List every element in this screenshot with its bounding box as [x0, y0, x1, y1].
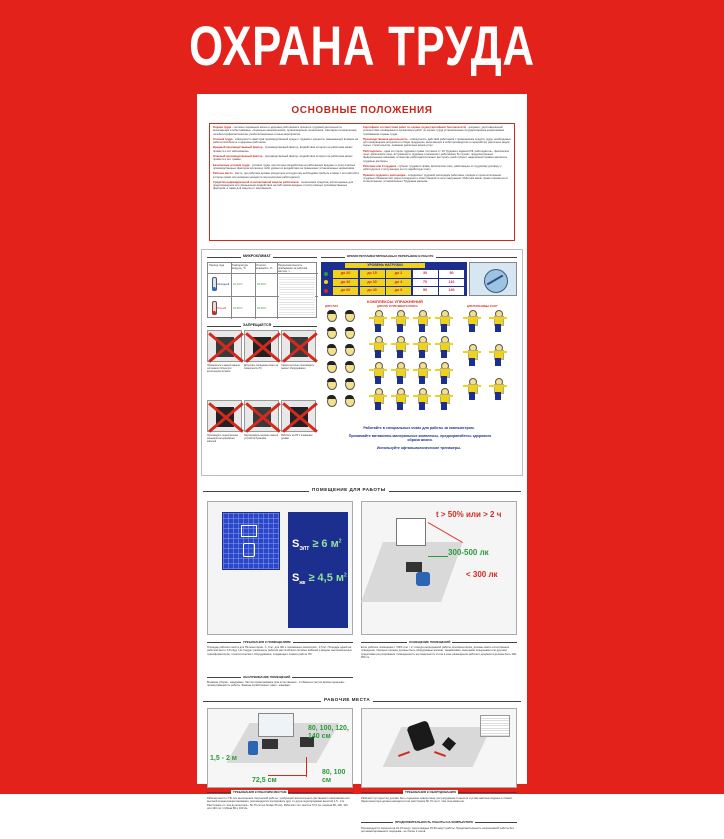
exercise-person-icon [413, 336, 431, 358]
break-times-cell: до 60 [333, 287, 358, 295]
definition-term: Охрана труда [213, 126, 232, 129]
level-icon [324, 272, 328, 276]
break-times-cell: до 4 [386, 279, 411, 287]
definition-text: - документ, удостоверяющий соответствие проводимых в организации работ по охране труда установленным государственным нормативным требованиям охраны труда. [363, 126, 504, 136]
right-definition [363, 150, 511, 163]
left-definition [213, 172, 359, 179]
forbidden-item [207, 330, 242, 398]
definition-text: - условия труда, при которых воздействие на работающих вредных и (или) опасных производственных факторов исключено либо уровни их воздействия не превышают установленных нормативов. [213, 163, 356, 170]
warm-humidity: 40-60% [257, 307, 266, 310]
poster-title: ОХРАНА ТРУДА [189, 14, 535, 77]
break-times-table [321, 262, 467, 296]
advice-line-1: Работайте в специальных очках для работы за компьютером. [363, 426, 475, 430]
left-definition [213, 146, 359, 153]
exercise-person-icon [343, 344, 355, 356]
definition-term: Работодатель [363, 149, 382, 153]
forbidden-picture [244, 330, 279, 362]
forbidden-heading: ЗАПРЕЩАЕТСЯ [243, 323, 272, 327]
advice-line-3: Используйте офтальмологические тренажеры. [376, 446, 462, 450]
forbidden-item [244, 400, 279, 468]
workplace-req-text: Рабочее место с ПК при выполнении творческой работы, требующей значительного умственного напряжения или высокой концентрации внимания, рекомендуется изолировать друг от друга перегородками высотой 1,5 - 2 м. Расстояние от глаз до монитора - 60-70 см (не ближе 50 см). Рабочий стол: высота 72,5 см; ширина 80, 100, 120 или 140 см; глубина 80 и 100 см. [207, 797, 350, 810]
main-right-column [363, 126, 511, 238]
break-times-cell: до 40 [333, 279, 358, 287]
break-times-picture [469, 262, 517, 296]
break-times-cell: до 30 [360, 279, 385, 287]
exercise-person-icon [463, 378, 481, 400]
definition-term: Вредный производственный фактор [213, 146, 263, 150]
exercise-person-icon [369, 336, 387, 358]
exercise-person-icon [489, 378, 507, 400]
area-elt: $S_{ЭЛТ} \ge 6$ $м^2$ [292, 538, 342, 553]
break-times-heading: ВРЕМЯ РЕГЛАМЕНТИРОВАННЫХ ПЕРЕРЫВОВ В РАБОТЕ [347, 254, 434, 258]
workplace-picture [207, 708, 353, 788]
exercise-person-icon [325, 327, 337, 339]
forbidden-item [207, 400, 242, 468]
room-light-text: Если рабочее помещение t >50% или > 2 ч всегда непрерывной работы за компьютером, должны иметь естественное освещение. Оконные проемы должны быть оборудованы жалюзи, занавесками, внешними козырьками или другими средствами регулирования. Освещенность на поверхности стола в зоне размещения рабочего документа должна быть 300-500 лк. [361, 646, 517, 659]
warm-period-label: Теплый [217, 307, 227, 310]
exercise-person-icon [343, 395, 355, 407]
definition-text: - совокупность действий работников с применением средств труда, необходимых для превращения ресурсов в готовую продукцию, включающих в себя производство и переработку различных видов сырья, строительство, оказание различных видов услуг. [363, 137, 511, 148]
break-times-cell: до 2 [386, 270, 411, 278]
forbidden-caption: Загромождать верхние панели устройств бумагами [244, 434, 279, 440]
exercise-person-icon [391, 310, 409, 332]
microclimate-heading: МИКРОКЛИМАТ [243, 254, 271, 258]
exercise-person-icon [391, 362, 409, 384]
exercises-eyes-label: ДЛЯ ГЛАЗ [325, 305, 338, 308]
room-plan-picture [207, 501, 353, 635]
exercise-person-icon [369, 362, 387, 384]
exercise-person-icon [369, 310, 387, 332]
definition-term: Рабочее место [213, 172, 233, 176]
load-level-label: УРОВЕНЬ НАГРУЗКИ [345, 263, 425, 268]
definition-text: - совокупность факторов производственной среды и трудового процесса, оказывающих влияние на работоспособность и здоровье работника. [213, 137, 358, 145]
left-definition [213, 126, 359, 136]
exercise-person-icon [325, 378, 337, 390]
break-times-cell: до 6 [386, 287, 411, 295]
left-definition [213, 181, 359, 191]
left-definition [213, 155, 359, 162]
exercise-person-icon [413, 388, 431, 410]
lux-range-good: 300-500 лк [448, 548, 489, 557]
definition-term: Работник или Сотрудник [363, 164, 397, 168]
break-times-cell: 70 [413, 279, 438, 287]
duration-text: Рекомендуется перерыв на 10-15 минут через каждые 45-60 минут работы. Продолжительность непрерывной работы без регламентированного перерыва - не более 2 часов. [361, 827, 514, 834]
exercise-person-icon [489, 344, 507, 366]
break-times-cell: 110 [439, 279, 464, 287]
exercise-person-icon [391, 388, 409, 410]
room-heading: ПОМЕЩЕНИЕ ДЛЯ РАБОТЫ [309, 487, 389, 492]
forbidden-caption: Работать на ПК с влажными руками [281, 434, 313, 440]
break-times-cell: 140 [439, 287, 464, 295]
forbidden-item [244, 330, 279, 398]
left-definition [213, 164, 359, 171]
microclimate-col-temp: Температура воздуха, °С [232, 264, 248, 271]
main-left-column [213, 126, 359, 238]
exercise-person-icon [463, 310, 481, 332]
exercises-back-label: ДЛЯ ПОЯСНИЦЫ И НОГ [467, 305, 498, 308]
room-req-heading: ТРЕБОВАНИЯ К ПОМЕЩЕНИЯМ [243, 640, 291, 644]
forbidden-picture [281, 400, 316, 432]
exercise-person-icon [391, 336, 409, 358]
break-times-row [321, 287, 467, 295]
wp-dim-height: 72,5 см [252, 777, 277, 784]
warm-temp: 23-25°С [233, 307, 243, 310]
room-clean-text: Влажная уборка - ежедневно. Частое проветривание (как естественное - 2 обмена в час) во время перерыва - проветриваемость работы. Замена отработанных ламп - ежекварт. [207, 681, 346, 688]
exercise-person-icon [325, 361, 337, 373]
microclimate-col-period: Период года [209, 264, 225, 267]
right-definition [363, 138, 511, 148]
definition-text: - производственный фактор, воздействие которого на работника может привести к его травме. [213, 155, 353, 162]
main-section-heading: ОСНОВНЫЕ ПОЛОЖЕНИЯ [291, 105, 433, 116]
exercise-person-icon [325, 395, 337, 407]
exercise-person-icon [343, 378, 355, 390]
definition-text: - определяют трудовой распорядок работника, порядок и сроки исполнения трудовых обязанностей, меры поощрения и ответственности за их нарушение. Работник имеет право отказаться от их выполнения, установленного Трудовым законом. [363, 173, 509, 184]
exercise-person-icon [343, 310, 355, 322]
break-times-row [321, 270, 467, 278]
definition-term: Сертификат соответствия работ по охране труда (сертификат безопасности) [363, 126, 467, 129]
lux-range-low: < 300 лк [466, 570, 498, 579]
workplace-req-heading: ТРЕБОВАНИЯ К РАБОЧИМ МЕСТАМ [233, 790, 287, 794]
definition-term: Производственная деятельность [363, 137, 408, 141]
right-definition [363, 126, 511, 136]
area-lcd: $S_{жк} \ge 4,5$ $м^2$ [292, 572, 347, 587]
break-times-row [321, 279, 467, 287]
exercise-person-icon [343, 361, 355, 373]
glare-value: t > 50% или > 2 ч [436, 510, 502, 519]
wp-dim-partition: 1,5 - 2 м [210, 755, 237, 762]
definition-term: Правила трудового распорядка [363, 173, 406, 177]
forbidden-item [281, 400, 316, 468]
exercise-person-icon [343, 327, 355, 339]
level-icon [324, 289, 328, 293]
exercise-person-icon [325, 344, 337, 356]
exercises-hands-label: ДЛЯ РУК И ПЛЕЧЕВОГО ПОЯСА [377, 305, 418, 308]
duration-heading: ПРОДОЛЖИТЕЛЬНОСТЬ РАБОТЫ НА КОМПЬЮТЕРЕ [395, 820, 474, 824]
exercise-person-icon [325, 310, 337, 322]
definition-term: Условия труда [213, 137, 233, 141]
right-definition [363, 165, 511, 172]
definition-text: - одна из сторон трудового права. Согласно ст. 20 Трудового кодекса РФ, работодатель - физическое лицо, физическое лицо, вступившее в трудовые отношения с работником. В случаях, предусмотренных федеральными законами, в качестве работодателя может выступать иной субъект, наделенный правом заключать трудовые договоры. [363, 149, 510, 163]
room-req-text: Площадь рабочего места для ПК-мониторов - 1, 6 м², для ЖК и плазменных мониторов - 4,5 м². Площадь одной на рабочем месте 4-8 обуд. Не следует размещать рабочие места вблизи силовых кабелей и вводов, высоковольтных трансформаторов, технологического оборудования, создающего помехи работе ПК. [207, 646, 352, 656]
break-times-cell: 50 [439, 270, 464, 278]
definition-text: - система сохранения жизни и здоровья работников в процессе трудовой деятельности, включающая в себя правовые, социально-экономические, организационно-технические, санитарно-гигиенические, лечебно-профилактические, реабилитационные и иные мероприятия. [213, 126, 358, 136]
exercise-person-icon [489, 310, 507, 332]
cold-temp: 22-24°С [233, 283, 243, 286]
room-floor-grid [222, 512, 280, 570]
microclimate-col-duration: Продолжительность пребывания за рабочим местом, ч [278, 264, 308, 274]
exercise-person-icon [369, 388, 387, 410]
forbidden-grid [207, 330, 317, 470]
forbidden-caption: Самостоятельно производить ремонт оборудования [281, 364, 315, 370]
cold-humidity: 40-60% [257, 283, 266, 286]
exercise-person-icon [435, 336, 453, 358]
microclimate-col-humidity: Относит. влажность, % [256, 264, 273, 271]
forbidden-caption: Прикасаться к задней панели системного блока при включенном питании [207, 364, 240, 373]
workplace-heading: РАБОЧИЕ МЕСТА [321, 697, 373, 702]
break-times-cell: 30 [413, 270, 438, 278]
break-times-cell: 90 [413, 287, 438, 295]
exercise-person-icon [435, 310, 453, 332]
exercises-heading: КОМПЛЕКСЫ УПРАЖНЕНИЙ [367, 299, 423, 304]
left-definition [213, 138, 359, 145]
break-times-cell: до 15 [360, 270, 385, 278]
equipment-req-heading: ТРЕБОВАНИЯ К ОБОРУДОВАНИЮ [405, 790, 457, 794]
exercise-person-icon [435, 388, 453, 410]
definition-text: - место, где работник должен находиться или куда ему необходимо прибыть в связи с его работой и которое прямо или косвенно находится под контролем работодателя. [213, 172, 359, 179]
advice-line-2: Принимайте витаминно-минеральные комплексы, предохраняйтесь здорового образа жизни. [348, 434, 492, 443]
room-clean-heading: ОБСЛУЖИВАНИЕ ПОМЕЩЕНИЙ [243, 675, 291, 679]
forbidden-picture [281, 330, 316, 362]
break-times-cell: до 40 [360, 287, 385, 295]
content-panel [197, 94, 527, 834]
right-definition [363, 174, 511, 184]
break-times-cell: до 20 [333, 270, 358, 278]
level-icon [324, 280, 328, 284]
microclimate-table [207, 262, 317, 318]
wp-dim-width: 80, 100, 120, 140 см [308, 725, 349, 740]
definition-text: - производственный фактор, воздействие которого на работника может привести к его заболеванию. [213, 146, 353, 153]
forbidden-caption: Допускать попадание влаги на поверхность ПК [244, 364, 279, 370]
definition-term: Средства индивидуальной и коллективной защиты работников [213, 180, 299, 184]
room-light-heading: ОСВЕЩЕНИЕ ПОМЕЩЕНИЙ [409, 640, 451, 644]
room-lighting-picture [361, 501, 517, 635]
exercise-person-icon [463, 344, 481, 366]
forbidden-item [281, 330, 316, 398]
exercise-person-icon [413, 310, 431, 332]
duration-column-lines [279, 275, 315, 317]
definition-text: - субъект трудового права, физическое лицо, работающее по трудовому договору у работодателя и получающее за это заработную плату. [363, 164, 502, 172]
forbidden-picture [207, 400, 242, 432]
forbidden-picture [244, 400, 279, 432]
wp-dim-depth: 80, 100 см [322, 769, 346, 784]
forbidden-picture [207, 330, 242, 362]
forbidden-caption: Производить переключение разъемов интерфейсных кабелей [207, 434, 239, 443]
definition-term: Опасный производственный фактор [213, 155, 263, 159]
exercise-figures [321, 310, 517, 422]
definition-term: Безопасные условия труда [213, 163, 250, 167]
exercise-person-icon [413, 362, 431, 384]
equipment-req-text: Рабочий стул (кресло) должен быть подъемно-поворотным, регулируемым по высоте и углам наклона сиденья и спинки. Экран монитора должен находиться на расстоянии 60-70 см от глаз пользователя. [361, 797, 513, 804]
cold-period-label: Холодный [217, 283, 230, 286]
equipment-picture [361, 708, 517, 788]
exercise-person-icon [435, 362, 453, 384]
definition-text: - технические средства, используемые для предотвращения или уменьшения воздействия на работников вредных и (или) опасных производственных факторов, а также для защиты от загрязнения. [213, 180, 354, 191]
